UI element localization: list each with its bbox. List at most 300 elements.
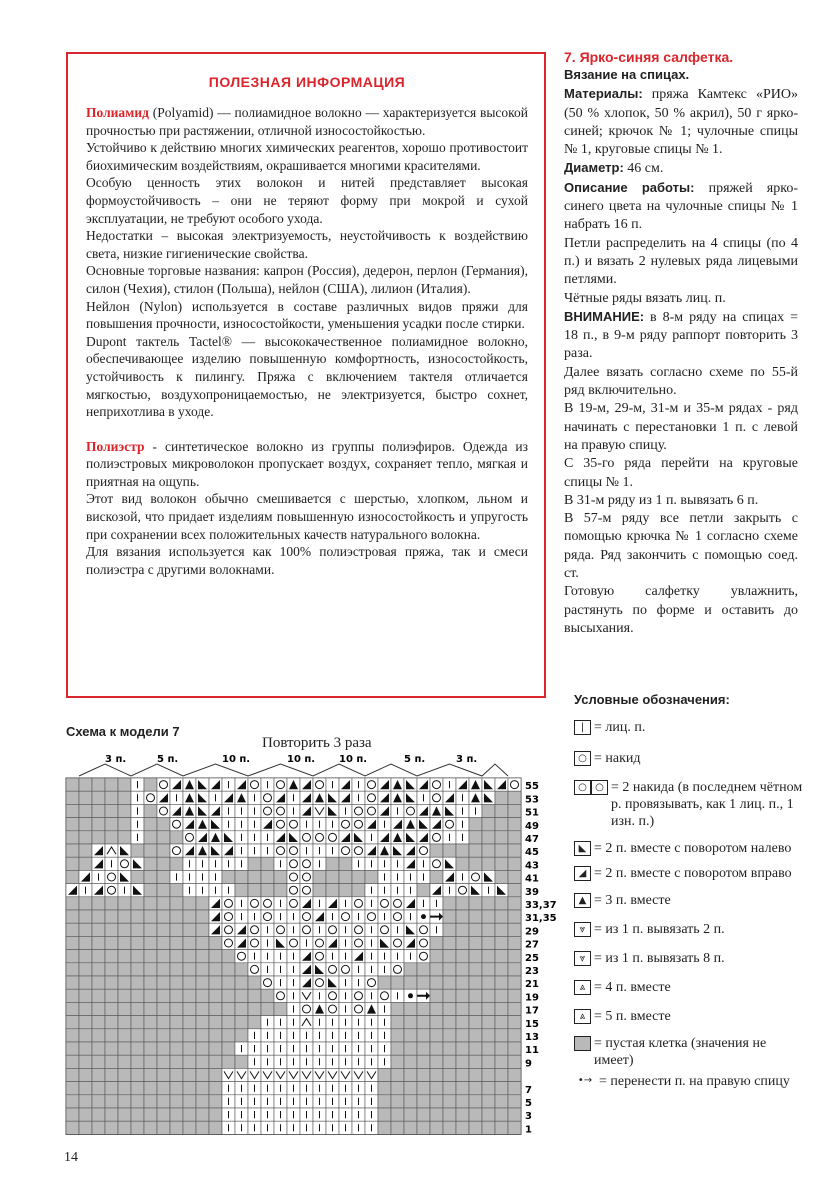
chart-cell xyxy=(79,1029,92,1042)
chart-cell xyxy=(196,1016,209,1029)
chart-cell xyxy=(495,1042,508,1055)
info-title: ПОЛЕЗНАЯ ИНФОРМАЦИЯ xyxy=(208,74,406,90)
chart-cell xyxy=(404,976,417,989)
section-label: 10 п. xyxy=(222,754,251,765)
chart-cell xyxy=(508,910,521,923)
chart-cell xyxy=(495,963,508,976)
chart-cell xyxy=(456,1002,469,1015)
chart-cell xyxy=(92,923,105,936)
chart-cell xyxy=(508,1121,521,1134)
chart-cell xyxy=(508,857,521,870)
chart-cell xyxy=(443,870,456,883)
chart-cell xyxy=(365,870,378,883)
chart-cell xyxy=(131,976,144,989)
chart-cell xyxy=(443,936,456,949)
chart-cell xyxy=(456,1108,469,1121)
chart-cell xyxy=(378,923,391,936)
chart-cell xyxy=(495,1016,508,1029)
legend-text: = 3 п. вместе xyxy=(594,893,671,908)
chart-cell xyxy=(508,963,521,976)
chart-cell xyxy=(222,1029,235,1042)
chart-cell xyxy=(443,1082,456,1095)
chart-cell xyxy=(183,936,196,949)
chart-cell xyxy=(391,1082,404,1095)
chart-cell xyxy=(157,857,170,870)
repeat-label: Повторить 3 раза xyxy=(262,735,372,751)
chart-cell xyxy=(235,1016,248,1029)
chart-cell xyxy=(430,1002,443,1015)
chart-cell xyxy=(352,804,365,817)
chart-cell xyxy=(352,950,365,963)
chart-cell xyxy=(430,1016,443,1029)
chart-cell xyxy=(417,950,430,963)
chart-cell xyxy=(495,870,508,883)
chart-cell xyxy=(495,1029,508,1042)
chart-cell xyxy=(469,857,482,870)
chart-cell xyxy=(482,976,495,989)
chart-cell xyxy=(170,844,183,857)
chart-cell xyxy=(430,778,443,791)
chart-cell xyxy=(196,1121,209,1134)
chart-cell xyxy=(105,1002,118,1015)
chart-cell xyxy=(66,989,79,1002)
slip-mark xyxy=(421,914,426,919)
chart-cell xyxy=(183,1002,196,1015)
chart-cell xyxy=(183,1029,196,1042)
chart-cell xyxy=(66,963,79,976)
chart-cell xyxy=(66,778,79,791)
chart-cell xyxy=(196,923,209,936)
chart-cell xyxy=(209,1016,222,1029)
chart-cell xyxy=(157,936,170,949)
chart-cell xyxy=(92,1068,105,1081)
chart-cell xyxy=(430,950,443,963)
chart-cell xyxy=(118,989,131,1002)
chart-cell xyxy=(339,844,352,857)
chart-cell xyxy=(404,1042,417,1055)
chart-cell xyxy=(222,844,235,857)
chart-cell xyxy=(157,818,170,831)
chart-cell xyxy=(92,1095,105,1108)
row-label: 39 xyxy=(525,886,539,898)
chart-cell xyxy=(300,831,313,844)
chart-cell xyxy=(261,804,274,817)
chart-cell xyxy=(482,844,495,857)
polyamide-p4: Основные торговые названия: капрон (Россия), дедерон, перлон (Германия), силон (Чехия), стилон (Польша), нейлон (США), лилион (Италия). xyxy=(86,263,528,296)
chart-cell xyxy=(105,1016,118,1029)
chart-cell xyxy=(79,963,92,976)
chart-cell xyxy=(209,1095,222,1108)
chart-cell xyxy=(339,857,352,870)
chart-cell xyxy=(352,884,365,897)
chart-cell xyxy=(79,844,92,857)
chart-cell xyxy=(92,1121,105,1134)
chart-cell xyxy=(378,1095,391,1108)
polyester-p1: Этот вид волокон обычно смешивается с шерстью, хлопком, льном и вискозой, что придает изделиям повышенную износостойкость и упругость при сохранении всех положительных качеств натурального волокна. xyxy=(86,491,528,542)
chart-cell xyxy=(66,1042,79,1055)
chart-cell xyxy=(131,1055,144,1068)
chart-cell xyxy=(417,1108,430,1121)
chart-cell xyxy=(105,910,118,923)
chart-cell xyxy=(482,831,495,844)
chart-cell xyxy=(131,989,144,1002)
chart-cell xyxy=(495,1121,508,1134)
chart-cell xyxy=(326,923,339,936)
chart-cell xyxy=(170,857,183,870)
chart-cell xyxy=(222,870,235,883)
chart-cell xyxy=(79,1121,92,1134)
chart-cell xyxy=(495,831,508,844)
chart-cell xyxy=(144,831,157,844)
chart-cell xyxy=(365,818,378,831)
chart-cell xyxy=(469,844,482,857)
chart-cell xyxy=(417,923,430,936)
chart-cell xyxy=(196,1068,209,1081)
chart-cell xyxy=(183,1095,196,1108)
chart-cell xyxy=(248,1068,261,1081)
chart-cell xyxy=(313,1068,326,1081)
chart-cell xyxy=(495,897,508,910)
chart-cell xyxy=(92,950,105,963)
legend-text: = накид xyxy=(594,751,641,766)
chart-cell xyxy=(339,910,352,923)
chart-cell xyxy=(170,831,183,844)
chart-cell xyxy=(118,897,131,910)
chart-cell xyxy=(118,1016,131,1029)
chart-cell xyxy=(378,778,391,791)
chart-cell xyxy=(170,1082,183,1095)
info-box xyxy=(66,52,546,698)
chart-cell xyxy=(118,1042,131,1055)
chart-cell xyxy=(482,936,495,949)
chart-cell xyxy=(469,950,482,963)
chart-cell xyxy=(456,857,469,870)
chart-cell xyxy=(209,1055,222,1068)
chart-cell xyxy=(248,936,261,949)
chart-cell xyxy=(131,1082,144,1095)
chart-cell xyxy=(157,1108,170,1121)
chart-cell xyxy=(404,1095,417,1108)
chart-cell xyxy=(144,950,157,963)
desc5: В 19-м, 29-м, 31-м и 35-м рядах - ряд начинать с перестановки 1 п. с левой на правую спицу. xyxy=(564,401,798,453)
chart-cell xyxy=(495,1082,508,1095)
chart-cell xyxy=(144,1042,157,1055)
chart-cell xyxy=(378,989,391,1002)
chart-cell xyxy=(118,1002,131,1015)
chart-cell xyxy=(404,1082,417,1095)
chart-cell xyxy=(456,1082,469,1095)
chart-cell xyxy=(456,936,469,949)
chart-cell xyxy=(456,989,469,1002)
chart-cell xyxy=(469,910,482,923)
legend-symbol: •→ xyxy=(577,1075,593,1086)
chart-cell xyxy=(326,1002,339,1015)
chart-cell xyxy=(209,989,222,1002)
chart-cell xyxy=(417,1095,430,1108)
chart-cell xyxy=(469,831,482,844)
chart-cell xyxy=(261,884,274,897)
chart-cell xyxy=(118,910,131,923)
chart-cell xyxy=(391,1095,404,1108)
chart-cell xyxy=(352,1002,365,1015)
chart-cell xyxy=(183,963,196,976)
chart-cell xyxy=(79,910,92,923)
chart-cell xyxy=(209,1002,222,1015)
chart-cell xyxy=(92,963,105,976)
chart-cell xyxy=(222,1042,235,1055)
chart-cell xyxy=(170,976,183,989)
row-label: 27 xyxy=(525,939,539,951)
chart-cell xyxy=(79,791,92,804)
chart-cell xyxy=(222,1016,235,1029)
chart-cell xyxy=(274,884,287,897)
chart-cell xyxy=(430,1042,443,1055)
chart-cell xyxy=(469,923,482,936)
desc8: В 57-м ряду все петли закрыть с помощью крючка № 1 согласно схеме ряда. Ряд закончить с помощью соед. ст. xyxy=(564,511,798,582)
polyester-p2: Для вязания используется как 100% полиэстровая пряжа, так и смеси полиэстра с другими волокнами. xyxy=(86,544,528,577)
chart-cell xyxy=(508,778,521,791)
chart-cell xyxy=(144,804,157,817)
chart-cell xyxy=(66,884,79,897)
chart-cell xyxy=(417,1042,430,1055)
chart-cell xyxy=(508,1002,521,1015)
section-label: 10 п. xyxy=(339,754,368,765)
chart-cell xyxy=(300,1002,313,1015)
chart-cell xyxy=(482,1082,495,1095)
chart-cell xyxy=(469,1068,482,1081)
section-label: 5 п. xyxy=(157,754,179,765)
row-label: 9 xyxy=(525,1058,532,1070)
chart-cell xyxy=(430,936,443,949)
chart-cell xyxy=(157,1055,170,1068)
chart-cell xyxy=(105,976,118,989)
chart-cell xyxy=(79,950,92,963)
chart-cell xyxy=(430,844,443,857)
chart-cell xyxy=(118,857,131,870)
chart-cell xyxy=(300,910,313,923)
chart-cell xyxy=(170,1121,183,1134)
chart-cell xyxy=(378,976,391,989)
chart-cell xyxy=(170,1055,183,1068)
chart-cell xyxy=(222,989,235,1002)
chart-cell xyxy=(430,884,443,897)
chart-cell xyxy=(274,1002,287,1015)
chart-cell xyxy=(157,963,170,976)
chart-cell xyxy=(183,897,196,910)
chart-cell xyxy=(183,1042,196,1055)
chart-cell xyxy=(378,1108,391,1121)
chart-cell xyxy=(248,778,261,791)
chart-cell xyxy=(482,1016,495,1029)
chart-cell xyxy=(79,936,92,949)
chart-cell xyxy=(157,1029,170,1042)
row-label: 3 xyxy=(525,1111,532,1123)
chart-cell xyxy=(92,936,105,949)
legend-text: = 5 п. вместе xyxy=(594,1009,671,1024)
chart-cell xyxy=(443,1068,456,1081)
chart-cell xyxy=(495,1108,508,1121)
chart-cell xyxy=(339,818,352,831)
chart-cell xyxy=(79,1002,92,1015)
row-label: 5 xyxy=(525,1098,532,1109)
row-label: 45 xyxy=(525,847,539,859)
chart-cell xyxy=(391,936,404,949)
chart-cell xyxy=(209,1042,222,1055)
chart-cell xyxy=(92,1042,105,1055)
chart-cell xyxy=(196,897,209,910)
section-label: 5 п. xyxy=(404,754,426,765)
chart-cell xyxy=(235,870,248,883)
chart-cell xyxy=(404,1016,417,1029)
chart-cell xyxy=(508,1042,521,1055)
chart-cell xyxy=(300,950,313,963)
chart-cell xyxy=(144,923,157,936)
row-label: 29 xyxy=(525,926,539,938)
chart-cell xyxy=(482,1121,495,1134)
row-label: 15 xyxy=(525,1018,539,1030)
chart-cell xyxy=(417,844,430,857)
chart-cell xyxy=(222,897,235,910)
chart-cell xyxy=(196,910,209,923)
row-label: 17 xyxy=(525,1005,539,1017)
chart-cell xyxy=(144,897,157,910)
chart-cell xyxy=(508,1016,521,1029)
chart-cell xyxy=(105,818,118,831)
legend-text: = из 1 п. вывязать 8 п. xyxy=(594,951,725,966)
chart-cell xyxy=(170,1108,183,1121)
pattern-description xyxy=(564,48,798,638)
chart-cell xyxy=(131,844,144,857)
chart-cell xyxy=(287,818,300,831)
chart-cell xyxy=(300,857,313,870)
polyamide-p5: Нейлон (Nylon) используется в составе различных видов пряжи для повышения прочности, износостойкости, уменьшения усадки после стирки. xyxy=(86,298,528,332)
chart-cell xyxy=(235,884,248,897)
desc7: В 31-м ряду из 1 п. вывязать 6 п. xyxy=(564,492,759,508)
chart-cell xyxy=(79,989,92,1002)
chart-cell xyxy=(131,1121,144,1134)
chart-cell xyxy=(469,1016,482,1029)
chart-cell xyxy=(170,989,183,1002)
chart-cell xyxy=(183,831,196,844)
chart-cell xyxy=(157,804,170,817)
chart-cell xyxy=(261,989,274,1002)
chart-cell xyxy=(352,989,365,1002)
chart-cell xyxy=(248,857,261,870)
chart-cell xyxy=(469,963,482,976)
chart-cell xyxy=(274,844,287,857)
chart-cell xyxy=(261,818,274,831)
chart-cell xyxy=(482,923,495,936)
chart-cell xyxy=(131,897,144,910)
chart-cell xyxy=(131,870,144,883)
chart-cell xyxy=(157,989,170,1002)
chart-cell xyxy=(118,831,131,844)
chart-cell xyxy=(66,844,79,857)
chart-cell xyxy=(131,1068,144,1081)
chart-cell xyxy=(170,884,183,897)
chart-cell xyxy=(157,1016,170,1029)
chart-cell xyxy=(170,950,183,963)
chart-cell xyxy=(300,778,313,791)
chart-cell xyxy=(261,870,274,883)
chart-cell xyxy=(508,923,521,936)
chart-cell xyxy=(482,804,495,817)
chart-cell xyxy=(443,950,456,963)
chart-cell xyxy=(508,950,521,963)
chart-cell xyxy=(443,818,456,831)
chart-cell xyxy=(391,1121,404,1134)
legend-symbol: ⩔ xyxy=(574,922,591,937)
chart-cell xyxy=(209,950,222,963)
chart-cell xyxy=(508,1082,521,1095)
chart-cell xyxy=(157,870,170,883)
chart-cell xyxy=(274,923,287,936)
chart-cell xyxy=(495,1095,508,1108)
legend-text: = 2 п. вместе с поворотом налево xyxy=(594,841,792,856)
chart-cell xyxy=(365,976,378,989)
chart-cell xyxy=(118,923,131,936)
chart-cell xyxy=(248,989,261,1002)
chart-cell xyxy=(261,857,274,870)
legend-item xyxy=(574,719,804,736)
chart-cell xyxy=(144,791,157,804)
chart-cell xyxy=(196,963,209,976)
legend-symbol: ⩓ xyxy=(574,980,591,995)
chart-cell xyxy=(196,1055,209,1068)
chart-cell xyxy=(79,1042,92,1055)
chart-cell xyxy=(495,884,508,897)
chart-cell xyxy=(196,1002,209,1015)
chart-cell xyxy=(378,1121,391,1134)
chart-cell xyxy=(66,791,79,804)
legend-text: = 4 п. вместе xyxy=(594,980,671,995)
chart-cell xyxy=(248,976,261,989)
chart-cell xyxy=(261,1002,274,1015)
chart-cell xyxy=(261,910,274,923)
chart-cell xyxy=(157,844,170,857)
chart-cell xyxy=(469,1029,482,1042)
chart-cell xyxy=(209,910,222,923)
chart-cell xyxy=(131,1029,144,1042)
desc2: Петли распределить на 4 спицы (по 4 п.) и вязать 2 нулевых ряда лицевыми петлями. xyxy=(564,235,798,288)
chart-cell xyxy=(352,844,365,857)
chart-title: Схема к модели 7 xyxy=(66,724,180,739)
row-label: 43 xyxy=(525,860,539,872)
chart-cell xyxy=(443,1029,456,1042)
chart-cell xyxy=(131,1095,144,1108)
chart-cell xyxy=(391,1002,404,1015)
knitting-chart xyxy=(60,748,620,1148)
chart-cell xyxy=(391,844,404,857)
chart-cell xyxy=(430,1121,443,1134)
chart-cell xyxy=(196,1082,209,1095)
row-label: 31,35 xyxy=(525,913,557,925)
chart-cell xyxy=(105,923,118,936)
chart-cell xyxy=(92,910,105,923)
chart-cell xyxy=(391,976,404,989)
chart-cell xyxy=(482,1095,495,1108)
chart-cell xyxy=(144,936,157,949)
chart-cell xyxy=(443,976,456,989)
desc3: Чётные ряды вязать лиц. п. xyxy=(564,290,726,306)
chart-cell xyxy=(313,778,326,791)
legend-text: = лиц. п. xyxy=(594,720,646,735)
chart-cell xyxy=(131,963,144,976)
legend-symbol: | xyxy=(574,720,591,735)
chart-cell xyxy=(508,897,521,910)
chart-cell xyxy=(326,989,339,1002)
chart-cell xyxy=(430,989,443,1002)
